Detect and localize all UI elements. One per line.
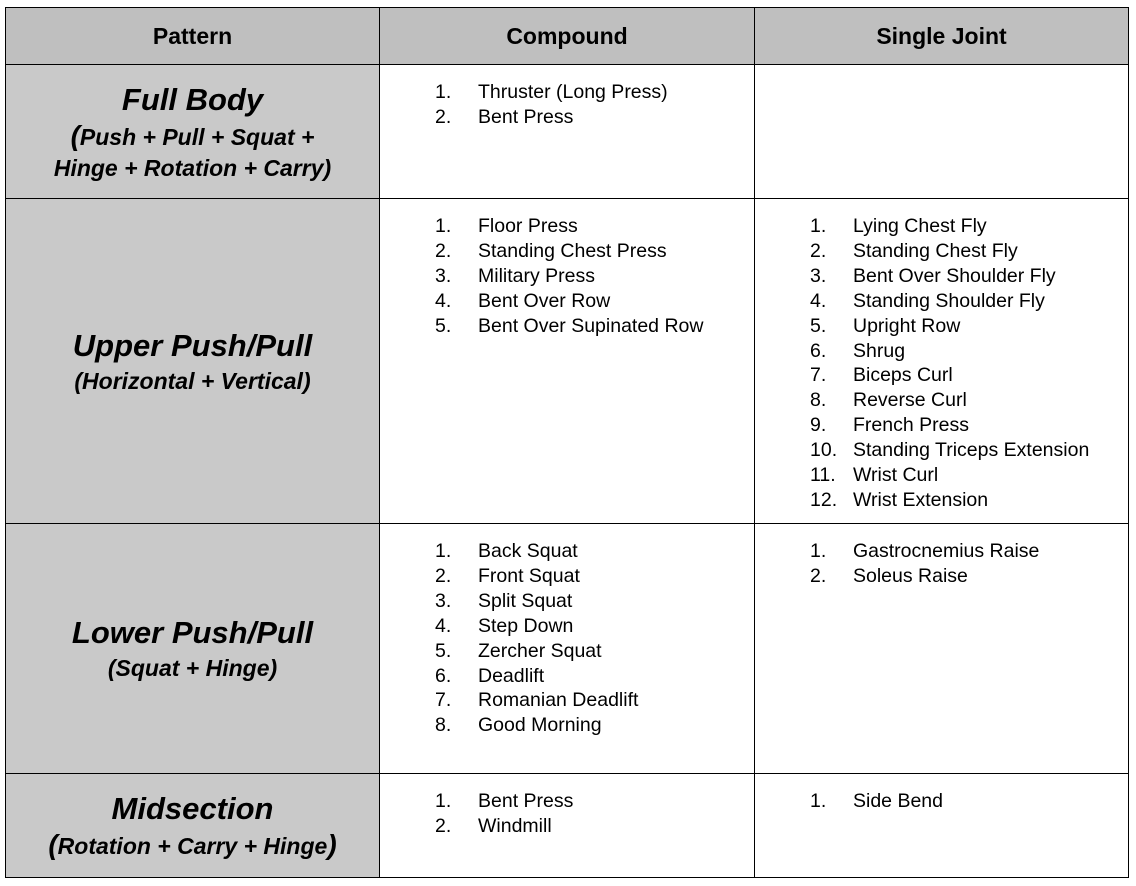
exercise-name: Step Down: [478, 614, 574, 637]
pattern-name: Lower Push/Pull: [71, 615, 314, 650]
exercise-name: Soleus Raise: [853, 564, 968, 587]
exercise-item: [435, 539, 754, 564]
exercise-item: [435, 314, 754, 339]
exercise-item: [810, 289, 1128, 314]
exercise-item: [810, 413, 1128, 438]
item-number: 1.: [435, 215, 452, 237]
compound-cell: [380, 65, 755, 199]
single-joint-cell: [755, 199, 1129, 524]
exercise-name: Lying Chest Fly: [853, 215, 987, 237]
exercise-item: [810, 463, 1128, 488]
header-compound: Compound: [380, 8, 755, 65]
exercise-name: Shrug: [853, 339, 906, 362]
item-number: 4.: [810, 289, 827, 312]
item-number: 2.: [810, 239, 827, 262]
item-number: 1.: [435, 81, 452, 103]
compound-list: [380, 524, 754, 738]
exercise-name: Bent Over Supinated Row: [478, 314, 704, 337]
item-number: 11.: [810, 464, 836, 487]
single-joint-list: [755, 65, 1128, 80]
exercise-item: [810, 388, 1128, 413]
exercise-item: [435, 589, 754, 614]
single-joint-cell: [755, 524, 1129, 774]
pattern-sub-line: Hinge + Rotation + Carry): [53, 154, 332, 181]
item-number: 2.: [435, 105, 452, 128]
exercise-item: [435, 289, 754, 314]
compound-list: [380, 774, 754, 839]
row-full-body: [6, 65, 1129, 199]
item-number: 7.: [810, 364, 827, 387]
item-number: 3.: [810, 264, 827, 287]
exercise-name: Wrist Extension: [853, 488, 989, 511]
pattern-cell-lower-push-pull: [6, 524, 380, 774]
compound-list: [380, 199, 754, 339]
exercise-item: [435, 814, 754, 839]
exercise-name: French Press: [853, 414, 969, 437]
exercise-name: Bent Over Row: [478, 289, 611, 312]
pattern-cell-full-body: Full Body (Push + Pull + Squat + Hinge + Rotation + Carry): [6, 65, 380, 199]
compound-list: [380, 65, 754, 130]
exercise-item: [435, 105, 754, 130]
exercise-item: [435, 214, 754, 239]
item-number: 5.: [435, 639, 452, 662]
pattern-name: Full Body: [121, 81, 264, 117]
pattern-sub-line: (Horizontal + Vertical): [74, 367, 311, 394]
exercise-item: [810, 339, 1128, 364]
compound-cell: [380, 524, 755, 774]
compound-cell: [380, 774, 755, 878]
exercise-item: [435, 564, 754, 589]
header-single-joint: Single Joint: [755, 8, 1129, 65]
exercise-name: Back Squat: [478, 540, 578, 562]
single-joint-list: [755, 524, 1128, 589]
exercise-name: Bent Over Shoulder Fly: [853, 264, 1056, 287]
exercise-item: [810, 539, 1128, 564]
exercise-name: Standing Shoulder Fly: [853, 289, 1045, 312]
exercise-item: [435, 614, 754, 639]
item-number: 5.: [810, 314, 827, 337]
item-number: 7.: [435, 689, 452, 712]
exercise-item: [810, 789, 1128, 814]
exercise-name: Standing Triceps Extension: [853, 439, 1090, 462]
exercise-item: [810, 314, 1128, 339]
compound-cell: [380, 199, 755, 524]
exercise-name: Side Bend: [853, 790, 943, 812]
pattern-sub-line: (Squat + Hinge): [107, 655, 278, 681]
row-upper-push-pull: [6, 199, 1129, 524]
item-number: 5.: [435, 314, 452, 337]
pattern-cell-upper-push-pull: [6, 199, 380, 524]
exercise-item: [435, 713, 754, 738]
exercise-pattern-table: [5, 7, 1129, 878]
item-number: 8.: [810, 389, 827, 412]
exercise-name: Military Press: [478, 264, 596, 287]
exercise-item: [435, 688, 754, 713]
exercise-name: Bent Press: [478, 790, 574, 812]
exercise-name: Split Squat: [478, 589, 573, 612]
exercise-name: Reverse Curl: [853, 389, 967, 412]
single-joint-list: [755, 774, 1128, 814]
pattern-cell-midsection: Midsection (Rotation + Carry + Hinge): [6, 774, 380, 878]
item-number: 3.: [435, 589, 452, 612]
item-number: 6.: [435, 664, 452, 687]
item-number: 12.: [810, 488, 838, 511]
item-number: 3.: [435, 264, 452, 287]
item-number: 1.: [810, 215, 827, 237]
item-number: 1.: [810, 540, 827, 562]
pattern-sub-line: Push + Pull + Squat +: [79, 123, 315, 150]
item-number: 9.: [810, 414, 827, 437]
row-midsection: [6, 774, 1129, 878]
item-number: 1.: [810, 790, 827, 812]
exercise-name: Front Squat: [478, 564, 580, 587]
item-number: 4.: [435, 614, 452, 637]
pattern-name: Upper Push/Pull: [72, 327, 313, 363]
item-number: 2.: [435, 564, 452, 587]
single-joint-cell: [755, 65, 1129, 199]
exercise-name: Deadlift: [478, 664, 545, 687]
header-row: [6, 8, 1129, 65]
item-number: 2.: [435, 814, 452, 837]
pattern-sub-line: Rotation + Carry + Hinge: [57, 833, 328, 859]
exercise-name: Standing Chest Press: [478, 239, 667, 262]
exercise-name: Zercher Squat: [478, 639, 602, 662]
exercise-item: [435, 264, 754, 289]
exercise-item: [810, 363, 1128, 388]
item-number: 2.: [435, 239, 452, 262]
item-number: 2.: [810, 564, 827, 587]
pattern-name: Midsection: [111, 791, 274, 826]
header-pattern: Pattern: [6, 8, 380, 65]
exercise-name: Bent Press: [478, 105, 574, 128]
item-number: 6.: [810, 339, 827, 362]
exercise-item: [810, 564, 1128, 589]
exercise-item: [810, 488, 1128, 513]
item-number: 10.: [810, 439, 838, 462]
item-number: 4.: [435, 289, 452, 312]
exercise-item: [435, 664, 754, 689]
exercise-name: Gastrocnemius Raise: [853, 540, 1040, 562]
exercise-name: Floor Press: [478, 215, 578, 237]
exercise-item: [435, 639, 754, 664]
item-number: 1.: [435, 790, 452, 812]
row-lower-push-pull: [6, 524, 1129, 774]
item-number: 8.: [435, 714, 452, 737]
exercise-name: Biceps Curl: [853, 364, 953, 387]
single-joint-cell: [755, 774, 1129, 878]
exercise-name: Wrist Curl: [853, 464, 939, 487]
exercise-item: [810, 438, 1128, 463]
exercise-item: [435, 80, 754, 105]
item-number: 1.: [435, 540, 452, 562]
exercise-name: Good Morning: [478, 714, 602, 737]
exercise-item: [435, 239, 754, 264]
exercise-name: Standing Chest Fly: [853, 239, 1018, 262]
exercise-item: [435, 789, 754, 814]
single-joint-list: [755, 199, 1128, 513]
exercise-item: [810, 239, 1128, 264]
exercise-name: Thruster (Long Press): [478, 81, 668, 103]
exercise-name: Romanian Deadlift: [478, 689, 639, 712]
exercise-item: [810, 264, 1128, 289]
exercise-name: Windmill: [478, 814, 552, 837]
exercise-item: [810, 214, 1128, 239]
exercise-name: Upright Row: [853, 314, 961, 337]
